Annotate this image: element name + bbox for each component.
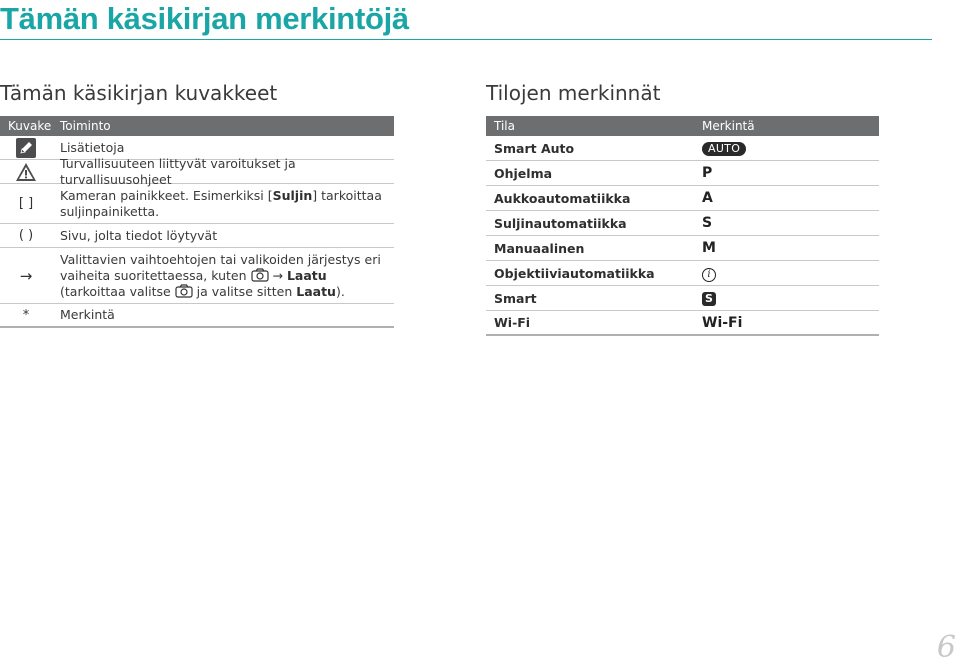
mode-name: Smart: [494, 290, 537, 306]
modes-table: [486, 116, 879, 336]
table-row: [486, 211, 879, 236]
mode-name: Wi-Fi: [494, 315, 531, 330]
table-row: [0, 184, 394, 224]
row-text: Sivu, jolta tiedot löytyvät: [60, 227, 218, 243]
page-title: Tämän käsikirjan merkintöjä: [0, 1, 409, 36]
col-header-mark: Merkintä: [702, 119, 755, 133]
table-row: [0, 155, 394, 187]
modes-section-heading: Tilojen merkinnät: [486, 81, 661, 105]
table-row: [486, 311, 879, 336]
mode-name: Manuaalinen: [494, 240, 585, 256]
mode-name: Objektiiviautomatiikka: [494, 265, 655, 281]
smart-mode-icon: S: [702, 292, 716, 306]
row-text: Valittavien vaihtoehtojen tai valikoiden järjestys eri vaiheita suoritettaessa, kuten → Laatu (tarkoittaa valitse ja valitse sitten Laatu).: [60, 251, 381, 299]
camera-menu-icon: [251, 268, 269, 282]
warning-triangle-icon: [15, 162, 37, 182]
shutter-priority-icon: S: [702, 215, 713, 231]
table-row: [486, 261, 879, 286]
col-header-mode: Tila: [494, 119, 515, 133]
table-row: [486, 161, 879, 186]
table-row: [486, 286, 879, 311]
parenthesis-icon: ( ): [18, 228, 34, 243]
col-header-function: Toiminto: [60, 119, 111, 133]
row-text: Lisätietoja: [60, 139, 125, 155]
table-row: [486, 236, 879, 261]
bracket-icon: [ ]: [18, 196, 34, 211]
row-text: Turvallisuuteen liittyvät varoitukset ja turvallisuusohjeet: [60, 155, 296, 187]
table-row: [0, 304, 394, 328]
icons-section-heading: Tämän käsikirjan kuvakkeet: [0, 81, 278, 105]
col-header-icon: Kuvake: [8, 119, 52, 133]
mode-name: Ohjelma: [494, 165, 553, 181]
modes-table-header: [486, 116, 879, 136]
program-mode-icon: P: [702, 165, 713, 181]
mode-name: Suljinautomatiikka: [494, 215, 627, 231]
arrow-icon: →: [19, 266, 33, 285]
wifi-mode-icon: Wi-Fi: [702, 314, 743, 331]
row-text: Merkintä: [60, 307, 115, 322]
table-row: [486, 136, 879, 161]
mode-name: Aukkoautomatiikka: [494, 190, 631, 206]
asterisk-icon: *: [22, 307, 30, 323]
page-number: 6: [936, 630, 956, 665]
aperture-priority-icon: A: [702, 190, 713, 206]
table-row: [0, 248, 394, 304]
manual-mode-icon: M: [702, 240, 716, 256]
table-row: [0, 224, 394, 248]
icons-table: [0, 116, 394, 328]
camera-menu-icon: [175, 284, 193, 298]
mode-name: Smart Auto: [494, 140, 575, 156]
smart-auto-icon: AUTO: [702, 142, 746, 156]
pencil-icon: [16, 138, 36, 158]
title-divider: [0, 39, 932, 40]
row-text: Kameran painikkeet. Esimerkiksi [Suljin] tarkoittaa suljinpainiketta.: [60, 187, 382, 219]
icons-table-header: [0, 116, 394, 136]
lens-priority-icon: i: [702, 268, 716, 282]
table-row: [486, 186, 879, 211]
